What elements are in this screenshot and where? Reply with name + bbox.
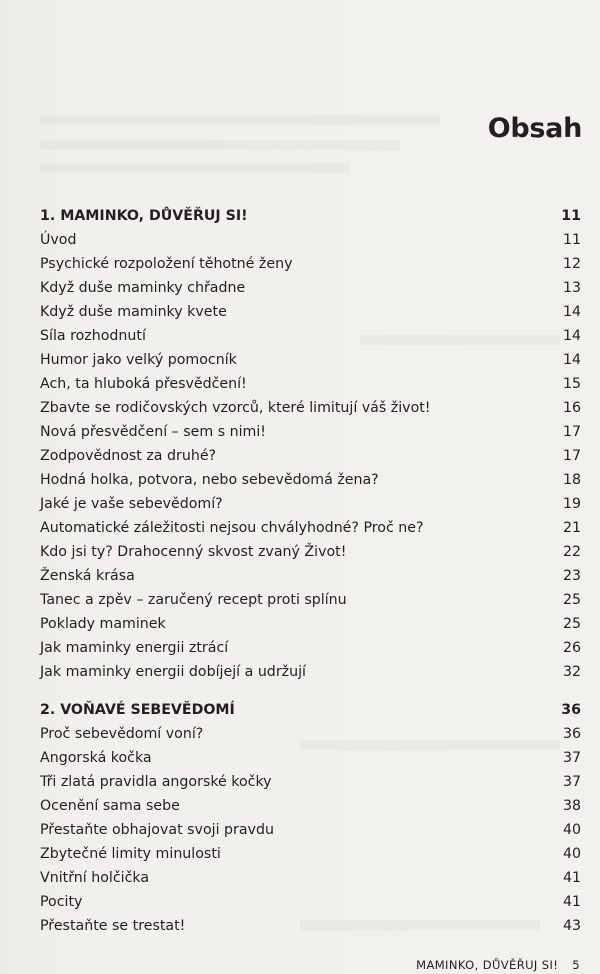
entry-page-number: 41 xyxy=(562,894,581,910)
page-footer xyxy=(416,958,580,972)
entry-title: Psychické rozpoložení těhotné ženy xyxy=(40,256,293,272)
toc-entry[interactable] xyxy=(40,420,581,444)
entry-page-number: 21 xyxy=(562,520,581,536)
section-page-number: 11 xyxy=(561,208,581,224)
toc-entry[interactable] xyxy=(40,794,581,818)
toc-entry[interactable] xyxy=(40,746,581,770)
entry-page-number: 22 xyxy=(562,544,581,560)
entry-title: Jak maminky energii ztrácí xyxy=(40,640,229,656)
toc-entry[interactable] xyxy=(40,818,581,842)
entry-title: Angorská kočka xyxy=(40,750,152,766)
page-number: 5 xyxy=(572,958,580,972)
entry-title: Síla rozhodnutí xyxy=(40,328,146,344)
toc-entry[interactable] xyxy=(40,866,581,890)
toc-entry[interactable] xyxy=(40,770,581,794)
toc-entry[interactable] xyxy=(40,444,581,468)
toc-entry[interactable] xyxy=(40,228,581,252)
entry-title: Poklady maminek xyxy=(40,616,166,632)
toc-entry[interactable] xyxy=(40,564,581,588)
toc-section-heading[interactable] xyxy=(40,698,581,722)
entry-page-number: 14 xyxy=(562,304,581,320)
section-page-number: 36 xyxy=(561,702,581,718)
entry-page-number: 13 xyxy=(562,280,581,296)
toc-entry[interactable] xyxy=(40,842,581,866)
entry-title: Tanec a zpěv – zaručený recept proti splínu xyxy=(40,592,347,608)
entry-page-number: 37 xyxy=(562,750,581,766)
entry-title: Pocity xyxy=(40,894,83,910)
entry-page-number: 41 xyxy=(562,870,581,886)
toc-entry[interactable] xyxy=(40,722,581,746)
entry-page-number: 14 xyxy=(562,352,581,368)
entry-page-number: 17 xyxy=(562,424,581,440)
toc-entry[interactable] xyxy=(40,468,581,492)
entry-title: Jaké je vaše sebevědomí? xyxy=(40,496,223,512)
entry-title: Když duše maminky kvete xyxy=(40,304,227,320)
entry-title: Přestaňte obhajovat svoji pravdu xyxy=(40,822,274,838)
entry-title: Nová přesvědčení – sem s nimi! xyxy=(40,424,266,440)
entry-page-number: 12 xyxy=(562,256,581,272)
entry-title: Hodná holka, potvora, nebo sebevědomá žena? xyxy=(40,472,379,488)
toc-entry[interactable] xyxy=(40,348,581,372)
entry-page-number: 11 xyxy=(562,232,581,248)
entry-page-number: 40 xyxy=(562,822,581,838)
entry-page-number: 25 xyxy=(562,592,581,608)
entry-title: Jak maminky energii dobíjejí a udržují xyxy=(40,664,306,680)
entry-title: Humor jako velký pomocník xyxy=(40,352,237,368)
toc-entry[interactable] xyxy=(40,276,581,300)
section-title: 2. VOŇAVÉ SEBEVĚDOMÍ xyxy=(40,702,235,718)
entry-title: Automatické záležitosti nejsou chvályhodné? Proč ne? xyxy=(40,520,424,536)
toc-entry[interactable] xyxy=(40,660,581,684)
entry-title: Ach, ta hluboká přesvědčení! xyxy=(40,376,247,392)
entry-title: Ocenění sama sebe xyxy=(40,798,180,814)
entry-page-number: 16 xyxy=(562,400,581,416)
entry-page-number: 14 xyxy=(562,328,581,344)
entry-title: Proč sebevědomí voní? xyxy=(40,726,204,742)
entry-page-number: 40 xyxy=(562,846,581,862)
entry-page-number: 38 xyxy=(562,798,581,814)
running-title: MAMINKO, DŮVĚŘUJ SI! xyxy=(416,958,559,972)
bleed-through-line xyxy=(40,140,400,150)
entry-title: Kdo jsi ty? Drahocenný skvost zvaný Život! xyxy=(40,544,347,560)
toc-entry[interactable] xyxy=(40,372,581,396)
entry-page-number: 25 xyxy=(562,616,581,632)
entry-page-number: 36 xyxy=(562,726,581,742)
toc-entry[interactable] xyxy=(40,300,581,324)
section-spacer xyxy=(40,684,581,698)
page-title: Obsah xyxy=(487,113,582,144)
toc-section-heading[interactable] xyxy=(40,204,581,228)
entry-title: Přestaňte se trestat! xyxy=(40,918,186,934)
toc-entry[interactable] xyxy=(40,492,581,516)
entry-page-number: 37 xyxy=(562,774,581,790)
entry-title: Tři zlatá pravidla angorské kočky xyxy=(40,774,272,790)
toc-entry[interactable] xyxy=(40,516,581,540)
entry-title: Vnitřní holčička xyxy=(40,870,150,886)
entry-title: Úvod xyxy=(40,232,77,248)
entry-page-number: 43 xyxy=(562,918,581,934)
entry-title: Když duše maminky chřadne xyxy=(40,280,246,296)
entry-page-number: 19 xyxy=(562,496,581,512)
toc-entry[interactable] xyxy=(40,636,581,660)
toc-entry[interactable] xyxy=(40,540,581,564)
toc-entry[interactable] xyxy=(40,396,581,420)
bleed-through-line xyxy=(40,163,350,173)
toc-entry[interactable] xyxy=(40,252,581,276)
entry-title: Ženská krása xyxy=(40,568,135,584)
entry-page-number: 32 xyxy=(562,664,581,680)
section-title: 1. MAMINKO, DŮVĚŘUJ SI! xyxy=(40,208,248,224)
toc-entry[interactable] xyxy=(40,588,581,612)
toc-entry[interactable] xyxy=(40,324,581,348)
entry-page-number: 23 xyxy=(562,568,581,584)
entry-title: Zbavte se rodičovských vzorců, které limitují váš život! xyxy=(40,400,431,416)
entry-page-number: 15 xyxy=(562,376,581,392)
entry-title: Zodpovědnost za druhé? xyxy=(40,448,217,464)
entry-page-number: 26 xyxy=(562,640,581,656)
toc-entry[interactable] xyxy=(40,890,581,914)
entry-page-number: 18 xyxy=(562,472,581,488)
table-of-contents xyxy=(40,204,581,938)
toc-entry[interactable] xyxy=(40,914,581,938)
entry-title: Zbytečné limity minulosti xyxy=(40,846,221,862)
bleed-through-line xyxy=(40,115,440,125)
toc-entry[interactable] xyxy=(40,612,581,636)
entry-page-number: 17 xyxy=(562,448,581,464)
